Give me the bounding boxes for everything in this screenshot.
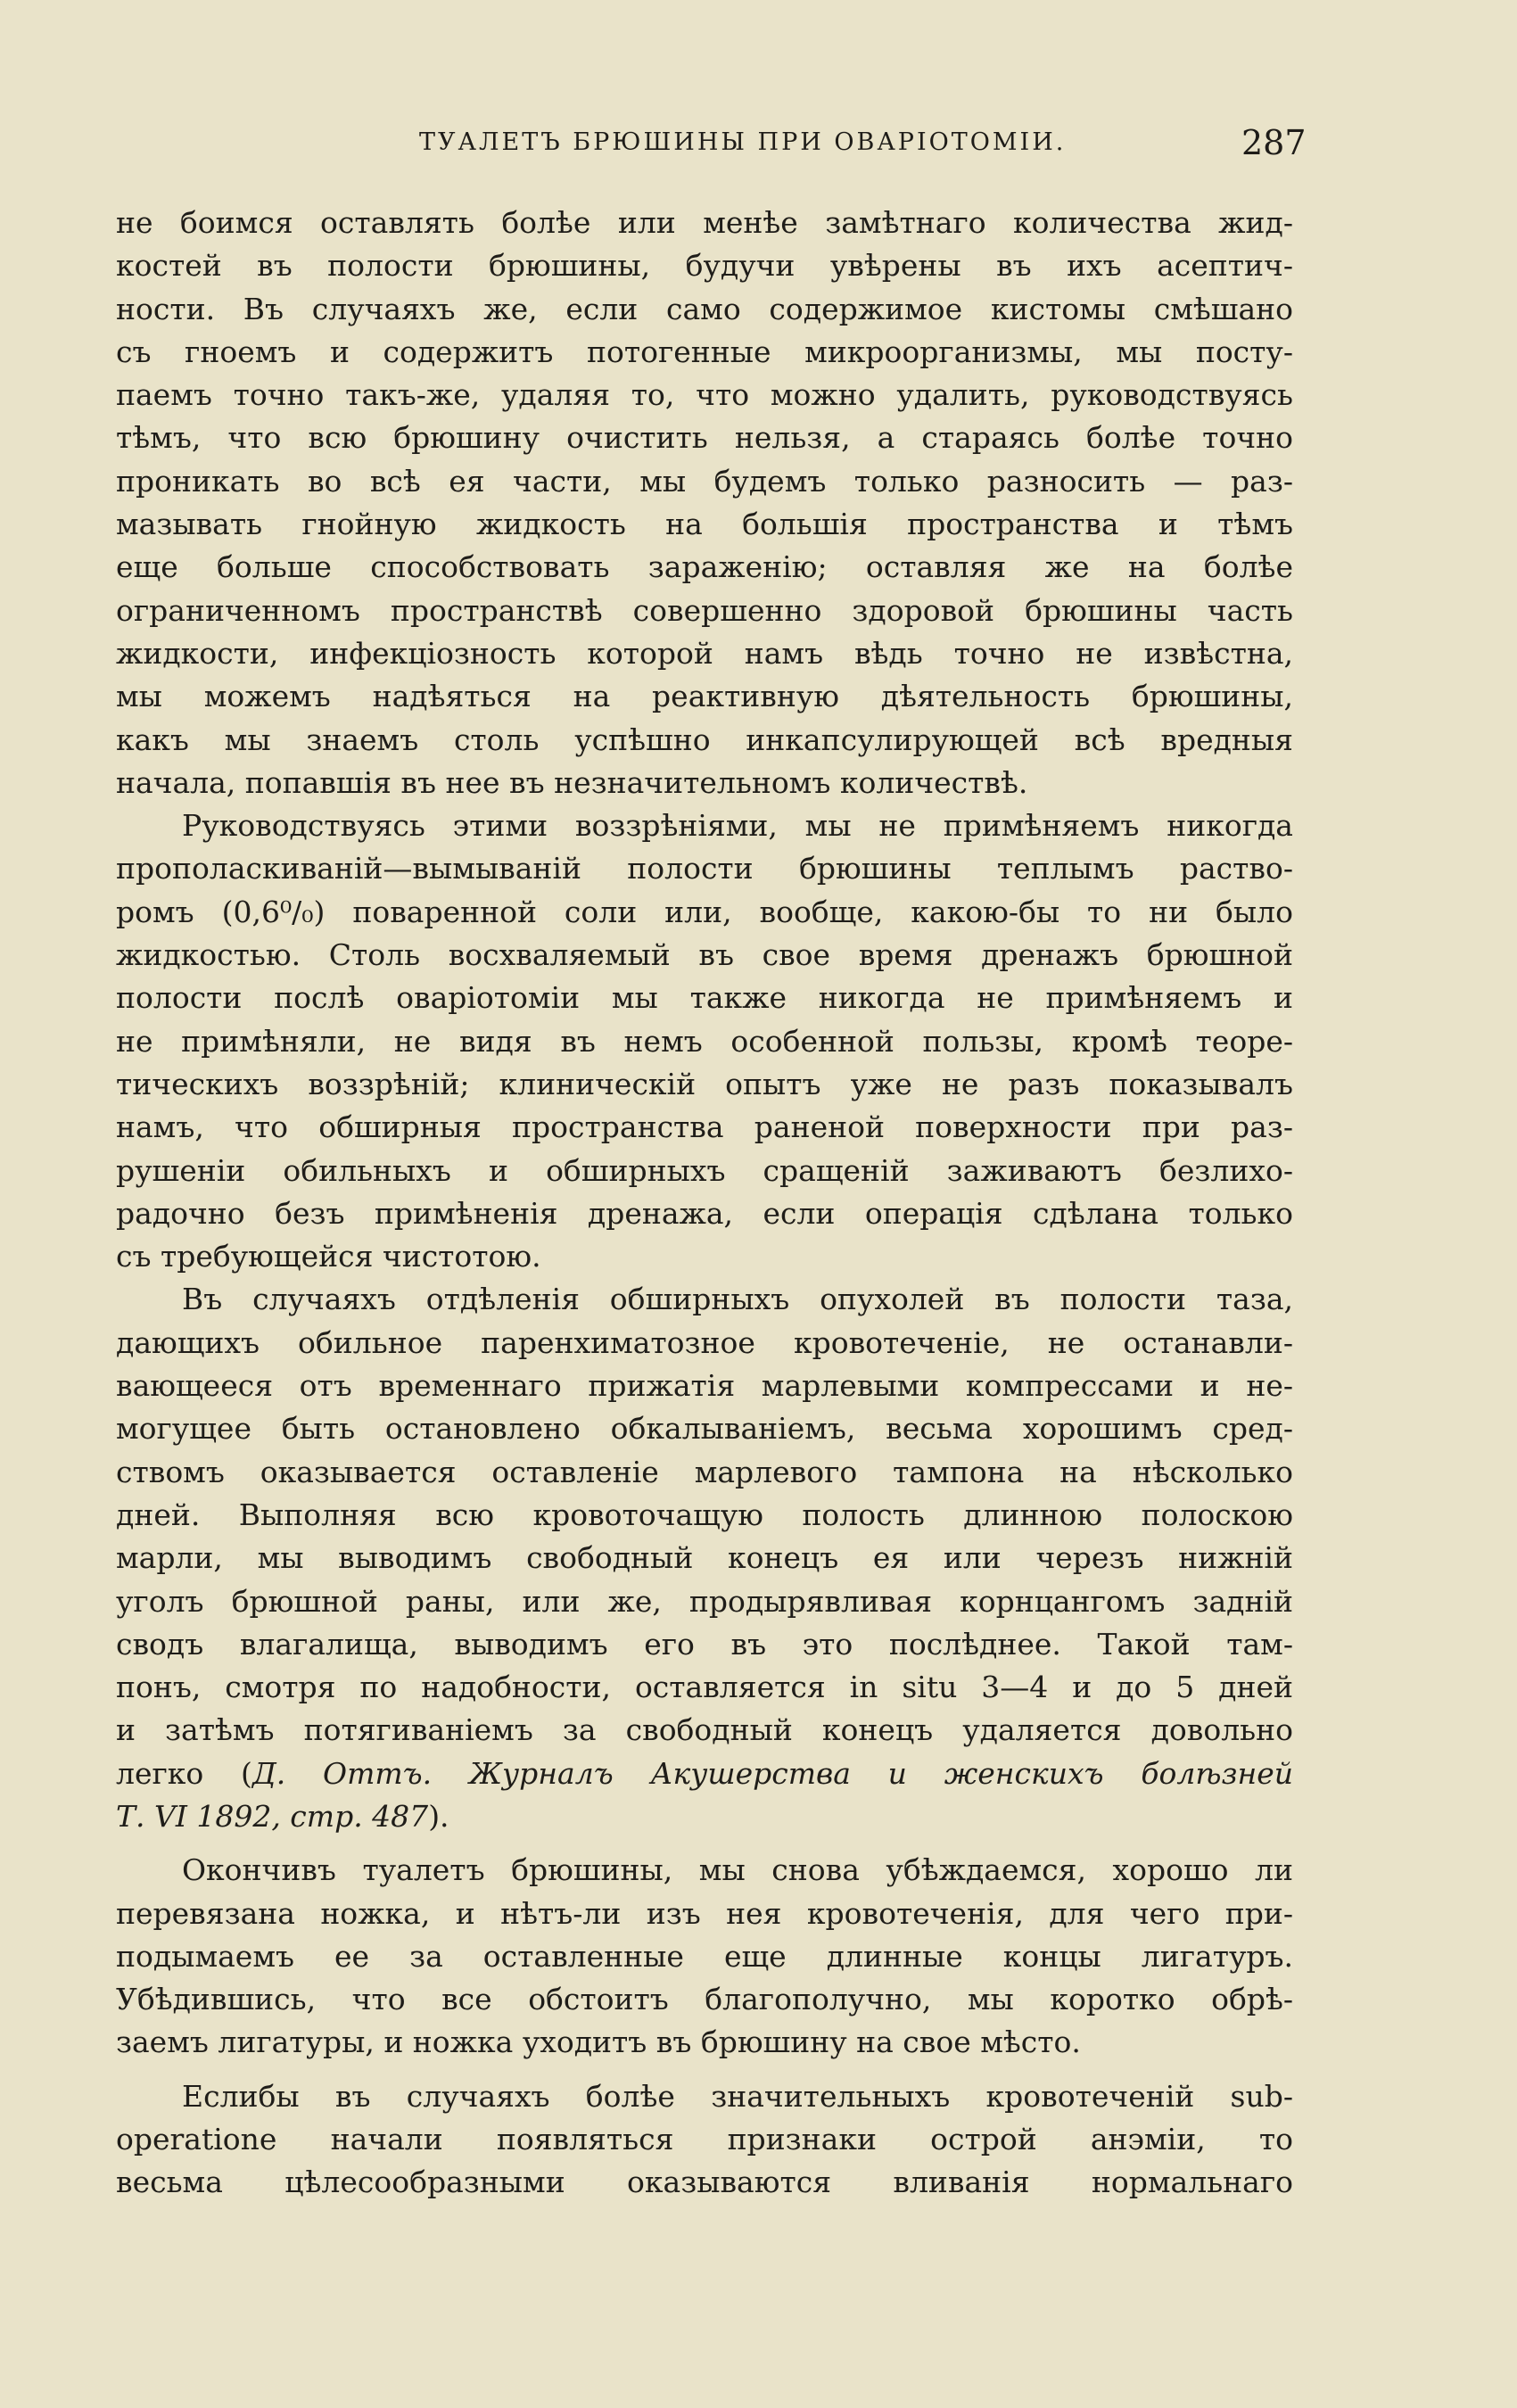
text-line: жидкости, инфекціозность которой намъ вѣдь точно не извѣстна, <box>116 635 1293 671</box>
text-line: дающихъ обильное паренхиматозное кровотеченіе, не останавли- <box>116 1324 1293 1360</box>
text-line: Руководствуясь этими воззрѣніями, мы не примѣняемъ никогда <box>182 808 1293 844</box>
paragraph-3 <box>116 1278 1293 1838</box>
text-line: мазывать гнойную жидкость на большія пространства и тѣмъ <box>116 507 1293 542</box>
text-line: подымаемъ ее за оставленные еще длинные концы лигатуръ. <box>116 1938 1293 1974</box>
text-line: и затѣмъ потягиваніемъ за свободный конецъ удаляется довольно <box>116 1712 1293 1748</box>
paragraph-4 <box>116 1849 1293 2064</box>
text-line: тѣмъ, что всю брюшину очистить нельзя, а стараясь болѣе точно <box>116 420 1293 456</box>
text-line: ствомъ оказывается оставленіе марлевого тампона на нѣсколько <box>116 1454 1293 1489</box>
text-line: вающееся отъ временнаго прижатія марлевыми компрессами и не- <box>116 1368 1293 1404</box>
text-line: сводъ влагалища, выводимъ его въ это послѣднее. Такой там- <box>116 1626 1293 1662</box>
text-line: радочно безъ примѣненія дренажа, если операція сдѣлана только <box>116 1195 1293 1231</box>
citation-volume: Т. VI 1892, стр. 487 <box>116 1798 429 1834</box>
running-head <box>0 123 1517 168</box>
text-line: марли, мы выводимъ свободный конецъ ея или черезъ нижній <box>116 1540 1293 1576</box>
text-line: ности. Въ случаяхъ же, если само содержимое кистомы смѣшано <box>116 291 1293 326</box>
page-number: 287 <box>1241 123 1307 162</box>
text-line: жидкостью. Столь восхваляемый въ свое время дренажъ брюшной <box>116 937 1293 973</box>
text-line: Убѣдившись, что все обстоитъ благополучно, мы коротко обрѣ- <box>116 1982 1293 2017</box>
running-title: ТУАЛЕТЪ БРЮШИНЫ ПРИ ОВАРІОТОМІИ. <box>419 128 1067 156</box>
text-line: дней. Выполняя всю кровоточащую полость длинною полоскою <box>116 1497 1293 1532</box>
text-line: прополаскиваній—вымываній полости брюшины теплымъ раство- <box>116 851 1293 887</box>
text-line: еще больше способствовать зараженію; оставляя же на болѣе <box>116 549 1293 585</box>
citation-source: Д. Оттъ. Журналъ Акушерства и женскихъ болѣзней <box>251 1755 1293 1791</box>
paragraph-2 <box>116 804 1293 1278</box>
citation-line <box>116 1795 1293 1838</box>
text-line: съ гноемъ и содержитъ потогенные микроорганизмы, мы посту- <box>116 334 1293 369</box>
text-line: operatione начали появляться признаки острой анэміи, то <box>116 2122 1293 2157</box>
text-line: паемъ точно такъ-же, удаляя то, что можно удалить, руководствуясь <box>116 377 1293 413</box>
text-line: начала, попавшія въ нее въ незначительномъ количествѣ. <box>116 764 1028 800</box>
citation-line <box>116 1752 1293 1795</box>
text-line: ромъ (0,6⁰/₀) поваренной соли или, вообще, какою-бы то ни было <box>116 894 1293 929</box>
paragraph-1 <box>116 202 1293 804</box>
text-line: мы можемъ надѣяться на реактивную дѣятельность брюшины, <box>116 679 1293 714</box>
text-line: весьма цѣлесообразными оказываются вливанія нормальнаго <box>116 2165 1293 2200</box>
text-line: Въ случаяхъ отдѣленія обширныхъ опухолей въ полости таза, <box>182 1282 1293 1317</box>
text-line: какъ мы знаемъ столь успѣшно инкапсулирующей всѣ вредныя <box>116 722 1293 757</box>
text-line: заемъ лигатуры, и ножка уходитъ въ брюшину на свое мѣсто. <box>116 2025 1081 2060</box>
text-line: ограниченномъ пространствѣ совершенно здоровой брюшины часть <box>116 592 1293 628</box>
text-line: уголъ брюшной раны, или же, продырявливая корнцангомъ задній <box>116 1583 1293 1619</box>
text-line: съ требующейся чистотою. <box>116 1239 541 1274</box>
paragraph-5 <box>116 2075 1293 2205</box>
text-line: не примѣняли, не видя въ немъ особенной пользы, кромѣ теоре- <box>116 1023 1293 1059</box>
text-line: не боимся оставлять болѣе или менѣе замѣтнаго количества жид- <box>116 205 1293 240</box>
text-line: рушеніи обильныхъ и обширныхъ сращеній заживаютъ безлихо- <box>116 1152 1293 1188</box>
citation-lead: легко ( <box>116 1755 252 1791</box>
text-line: намъ, что обширныя пространства раненой поверхности при раз- <box>116 1109 1293 1145</box>
text-line: Окончивъ туалетъ брюшины, мы снова убѣждаемся, хорошо ли <box>182 1852 1293 1888</box>
text-line: костей въ полости брюшины, будучи увѣрены въ ихъ асептич- <box>116 248 1293 284</box>
text-line: проникать во всѣ ея части, мы будемъ только разносить — раз- <box>116 463 1293 499</box>
text-line: перевязана ножка, и нѣтъ-ли изъ нея кровотеченія, для чего при- <box>116 1895 1293 1931</box>
text-line: понъ, смотря по надобности, оставляется in situ 3—4 и до 5 дней <box>116 1670 1293 1705</box>
text-line: могущее быть остановлено обкалываніемъ, весьма хорошимъ сред- <box>116 1411 1293 1447</box>
text-line: тическихъ воззрѣній; клиническій опытъ уже не разъ показывалъ <box>116 1066 1293 1101</box>
body-text <box>116 202 1293 2205</box>
citation-tail: ). <box>428 1798 449 1834</box>
text-line: полости послѣ оваріотоміи мы также никогда не примѣняемъ и <box>116 980 1293 1016</box>
text-line: Еслибы въ случаяхъ болѣе значительныхъ кровотеченій sub- <box>182 2078 1293 2114</box>
